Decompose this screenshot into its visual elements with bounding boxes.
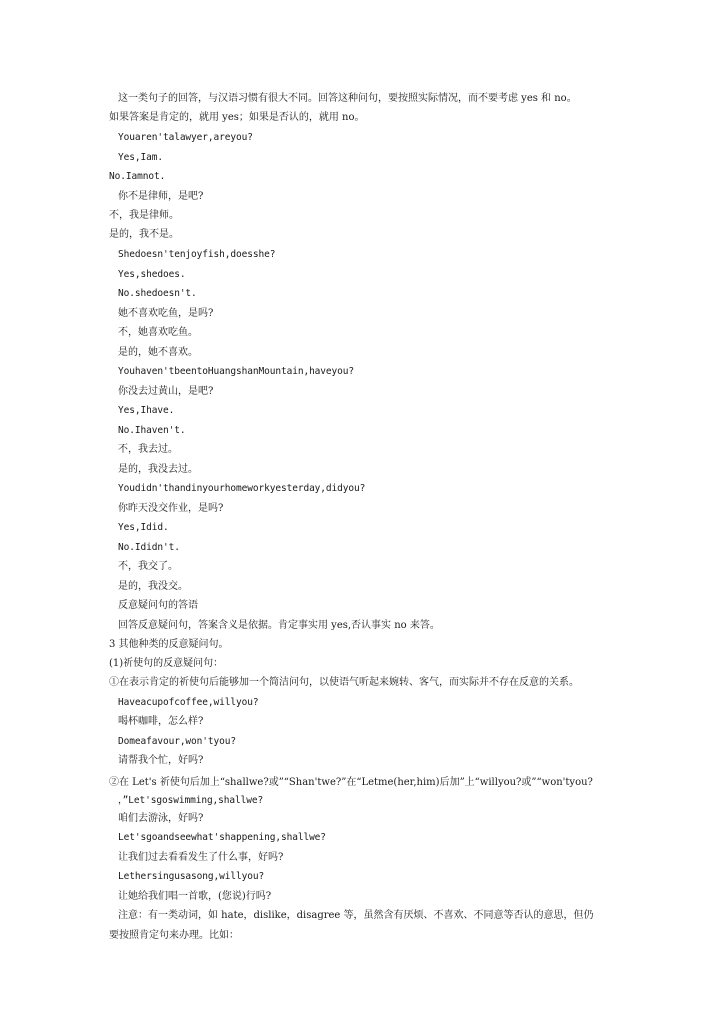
text-line: 请帮我个忙，好吗? bbox=[118, 755, 204, 766]
text-line: Youdidn'thandinyourhomeworkyesterday,didyou? bbox=[118, 483, 366, 494]
text-line: Youhaven'tbeentoHuangshanMountain,haveyou? bbox=[118, 366, 355, 377]
text-line: 她不喜欢吃鱼，是吗? bbox=[118, 308, 214, 319]
text-line: 不，我是律师。 bbox=[109, 210, 179, 221]
text-line: (1)祈使句的反意疑问句： bbox=[109, 658, 224, 669]
text-line: 注意：有一类动词，如 hate，dislike，disagree 等，虽然含有厌烦、不喜欢、不同意等否认的意思，但仍 bbox=[118, 910, 594, 921]
text-line: No.Iamnot. bbox=[109, 171, 166, 182]
text-line: 3 其他种类的反意疑问句。 bbox=[109, 639, 229, 650]
text-line: Haveacupofcoffee,willyou? bbox=[118, 697, 259, 708]
text-line: 要按照肯定句来办理。比如： bbox=[109, 930, 239, 941]
text-line: 这一类句子的回答，与汉语习惯有很大不同。回答这种问句，要按照实际情况，而不要考虑 yes 和 no。 bbox=[118, 93, 577, 104]
text-line: 是的，我不是。 bbox=[109, 229, 179, 240]
text-line: 是的，我没去过。 bbox=[118, 464, 198, 475]
text-line: 回答反意疑问句，答案含义是依据。肯定事实用 yes,否认事实 no 来答。 bbox=[118, 620, 440, 631]
text-line: Youaren'talawyer,areyou? bbox=[118, 132, 253, 143]
text-line: Yes,shedoes. bbox=[118, 269, 186, 280]
text-line: 不，我交了。 bbox=[118, 561, 178, 572]
text-line: 不，她喜欢吃鱼。 bbox=[118, 327, 198, 338]
text-line: 你昨天没交作业，是吗? bbox=[118, 503, 224, 514]
text-line: Domeafavour,won'tyou? bbox=[118, 736, 237, 747]
text-line: 让她给我们唱一首歌，(您说)行吗? bbox=[118, 891, 272, 902]
text-line: No.shedoesn't. bbox=[118, 288, 197, 299]
text-line: Yes,Iam. bbox=[118, 152, 163, 163]
text-line: Lethersingusasong,willyou? bbox=[118, 871, 265, 882]
text-line: Let'sgoandseewhat'shappening,shallwe? bbox=[118, 832, 326, 843]
text-line: Yes,Ihave. bbox=[118, 405, 175, 416]
text-line: ①在表示肯定的祈使句后能够加一个简洁问句，以使语气听起来婉转、客气，而实际并不存在反意的关系。 bbox=[109, 677, 579, 688]
text-line: ②在 Let's 祈使句后加上“shallwe?或”“Shan'twe?”在“Letme(her,him)后加”上“willyou?或”“won'tyou? bbox=[109, 777, 593, 788]
text-line: ，”Let'sgoswimming,shallwe? bbox=[118, 795, 264, 806]
text-line: No.Ihaven't. bbox=[118, 425, 186, 436]
text-line: Shedoesn'tenjoyfish,doesshe? bbox=[118, 249, 276, 260]
text-line: 你不是律师，是吧? bbox=[118, 191, 204, 202]
text-line: 如果答案是肯定的，就用 yes；如果是否认的，就用 no。 bbox=[109, 112, 365, 123]
text-line: 反意疑问句的答语 bbox=[118, 600, 198, 611]
text-line: No.Ididn't. bbox=[118, 542, 180, 553]
text-line: 咱们去游泳，好吗? bbox=[118, 813, 204, 824]
text-line: Yes,Idid. bbox=[118, 522, 169, 533]
text-line: 是的，她不喜欢。 bbox=[118, 347, 198, 358]
text-line: 喝杯咖啡，怎么样? bbox=[118, 716, 204, 727]
text-line: 让我们过去看看发生了什么事，好吗? bbox=[118, 852, 284, 863]
text-line: 你没去过黄山，是吧? bbox=[118, 386, 214, 397]
text-line: 是的，我没交。 bbox=[118, 581, 188, 592]
text-line: 不，我去过。 bbox=[118, 444, 178, 455]
